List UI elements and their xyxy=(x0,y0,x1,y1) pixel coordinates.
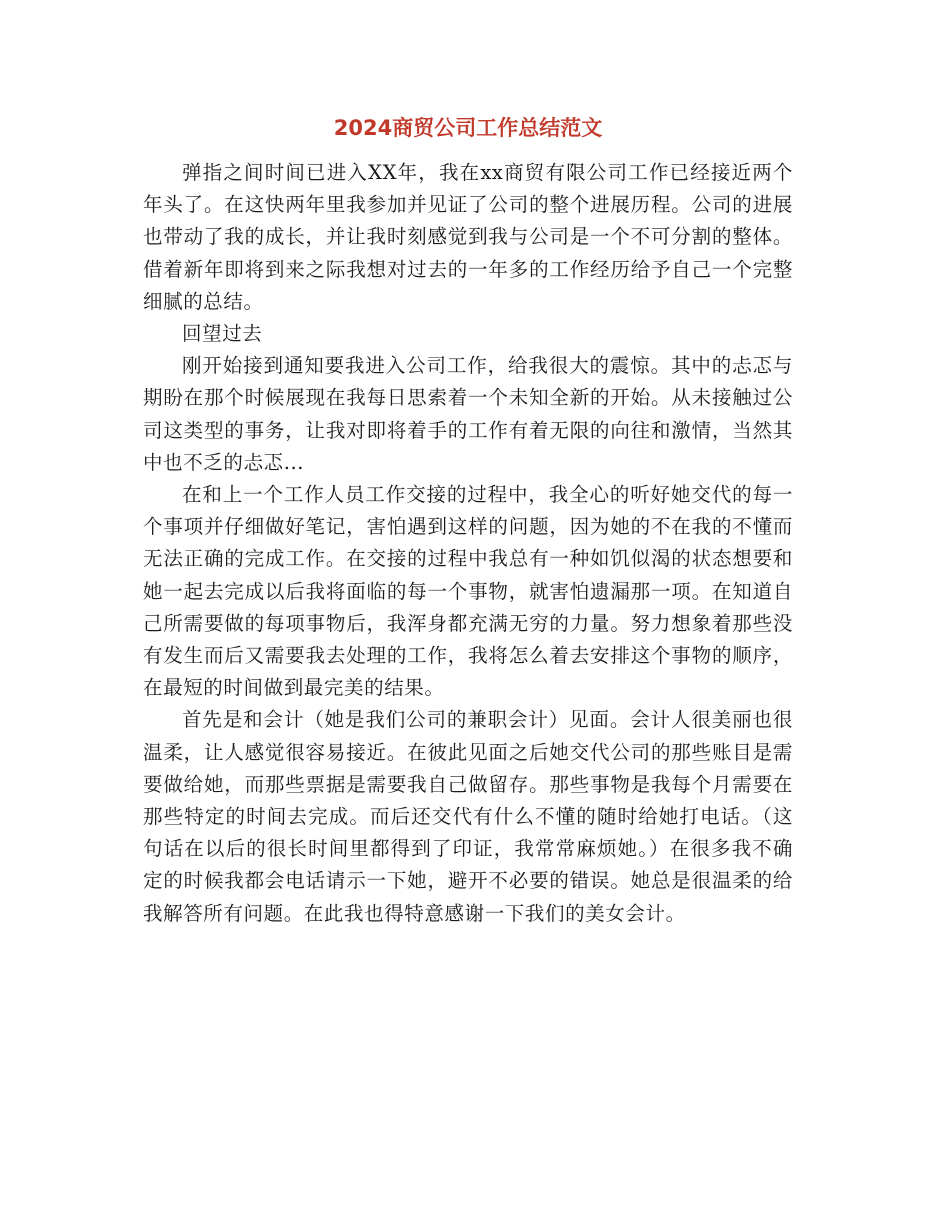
paragraph-intro: 弹指之间时间已进入XX年，我在xx商贸有限公司工作已经接近两个年头了。在这快两年里我参加并见证了公司的整个进展历程。公司的进展也带动了我的成长，并让我时刻感觉到我与公司是一个不可分割的整体。借着新年即将到来之际我想对过去的一年多的工作经历给予自己一个完整细腻的总结。 xyxy=(143,161,793,313)
document-title: 2024商贸公司工作总结范文 xyxy=(333,116,603,140)
paragraph-accountant: 首先是和会计（她是我们公司的兼职会计）见面。会计人很美丽也很温柔，让人感觉很容易接近。在彼此见面之后她交代公司的那些账目是需要做给她，而那些票据是需要我自己做留存。那些事物是我每个月需要在那些特定的时间去完成。而后还交代有什么不懂的随时给她打电话。（这句话在以后的很长时间里都得到了印证，我常常麻烦她。）在很多我不确定的时候我都会电话请示一下她，避开不必要的错误。她总是很温柔的给我解答所有问题。在此我也得特意感谢一下我们的美女会计。 xyxy=(143,708,793,925)
section-heading-review: 回望过去 xyxy=(182,322,263,346)
document-body xyxy=(143,157,793,930)
paragraph-start: 刚开始接到通知要我进入公司工作，给我很大的震惊。其中的忐忑与期盼在那个时候展现在我每日思索着一个未知全新的开始。从未接触过公司这类型的事务，让我对即将着手的工作有着无限的向往和激情，当然其中也不乏的忐忑... xyxy=(143,354,793,474)
paragraph-handover: 在和上一个工作人员工作交接的过程中，我全心的听好她交代的每一个事项并仔细做好笔记，害怕遇到这样的问题，因为她的不在我的不懂而无法正确的完成工作。在交接的过程中我总有一种如饥似渴的状态想要和她一起去完成以后我将面临的每一个事物，就害怕遗漏那一项。在知道自己所需要做的每项事物后，我浑身都充满无穷的力量。努力想象着那些没有发生而后又需要我去处理的工作，我将怎么着去安排这个事物的顺序，在最短的时间做到最完美的结果。 xyxy=(143,483,793,700)
